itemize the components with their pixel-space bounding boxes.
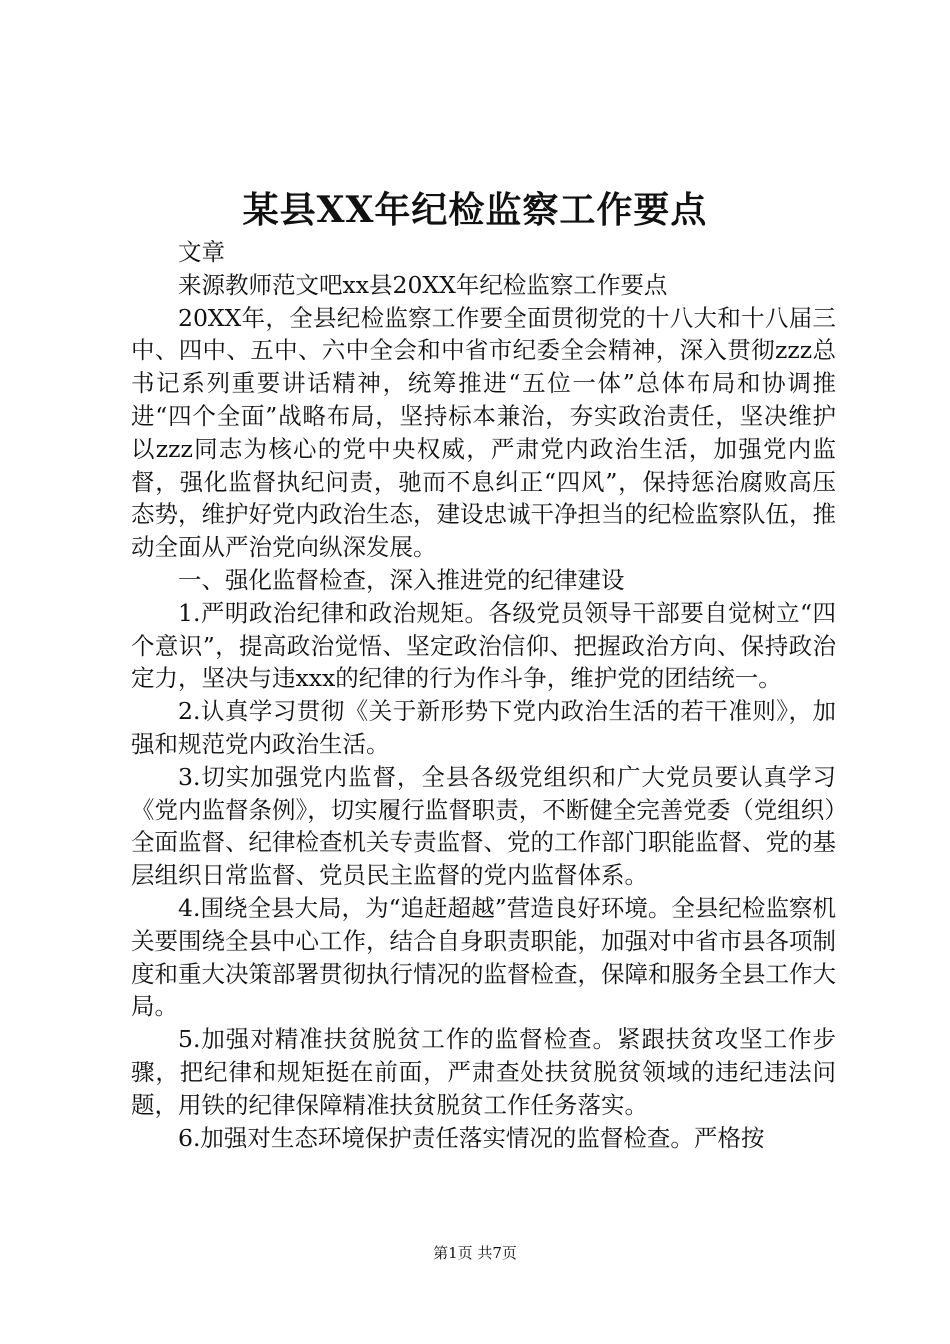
paragraph: 2.认真学习贯彻《关于新形势下党内政治生活的若干准则》，加强和规范党内政治生活。 [131,697,836,758]
paragraph: 文章 [178,238,225,266]
section-heading: 一、强化监督检查，深入推进党的纪律建设 [178,565,625,594]
paragraph: 6.加强对生态环境保护责任落实情况的监督检查。严格按 [178,1123,765,1152]
paragraph: 1.严明政治纪律和政治规矩。各级党员领导干部要自觉树立“四个意识”，提高政治觉悟、坚定政治信仰、把握政治方向、保持政治定力，坚决与违xxx的纪律的行为作斗争，维护党的团结统一。 [131,598,836,693]
document-body [131,236,836,1154]
paragraph: 20XX年，全县纪检监察工作要全面贯彻党的十八大和十八届三中、四中、五中、六中全会和中省市纪委全会精神，深入贯彻zzz总书记系列重要讲话精神，统筹推进“五位一体”总体布局和协调推进“四个全面”战略布局，坚持标本兼治，夯实政治责任，坚决维护以zzz同志为核心的党中央权威，严肃党内政治生活，加强党内监督，强化监督执纪问责，驰而不息纠正“四风”，保持惩治腐败高压态势，维护好党内政治生态，建设忠诚干净担当的纪检监察队伍，推动全面从严治党向纵深发展。 [131,303,836,562]
document-title: 某县XX年纪检监察工作要点 [242,189,708,231]
paragraph: 4.围绕全县大局，为“追赶超越”营造良好环境。全县纪检监察机关要围绕全县中心工作，结合自身职责职能，加强对中省市县各项制度和重大决策部署贯彻执行情况的监督检查，保障和服务全县工作大局。 [131,893,836,1021]
page-footer: 第1页 共7页 [433,1244,517,1262]
paragraph: 3.切实加强党内监督，全县各级党组织和广大党员要认真学习《党内监督条例》，切实履行监督职责，不断健全完善党委（党组织）全面监督、纪律检查机关专责监督、党的工作部门职能监督、党的基层组织日常监督、党员民主监督的党内监督体系。 [131,762,836,890]
paragraph: 5.加强对精准扶贫脱贫工作的监督检查。紧跟扶贫攻坚工作步骤，把纪律和规矩挺在前面，严肃查处扶贫脱贫领域的违纪违法问题，用铁的纪律保障精准扶贫脱贫工作任务落实。 [131,1025,836,1119]
paragraph: 来源教师范文吧xx县20XX年纪检监察工作要点 [178,270,668,299]
